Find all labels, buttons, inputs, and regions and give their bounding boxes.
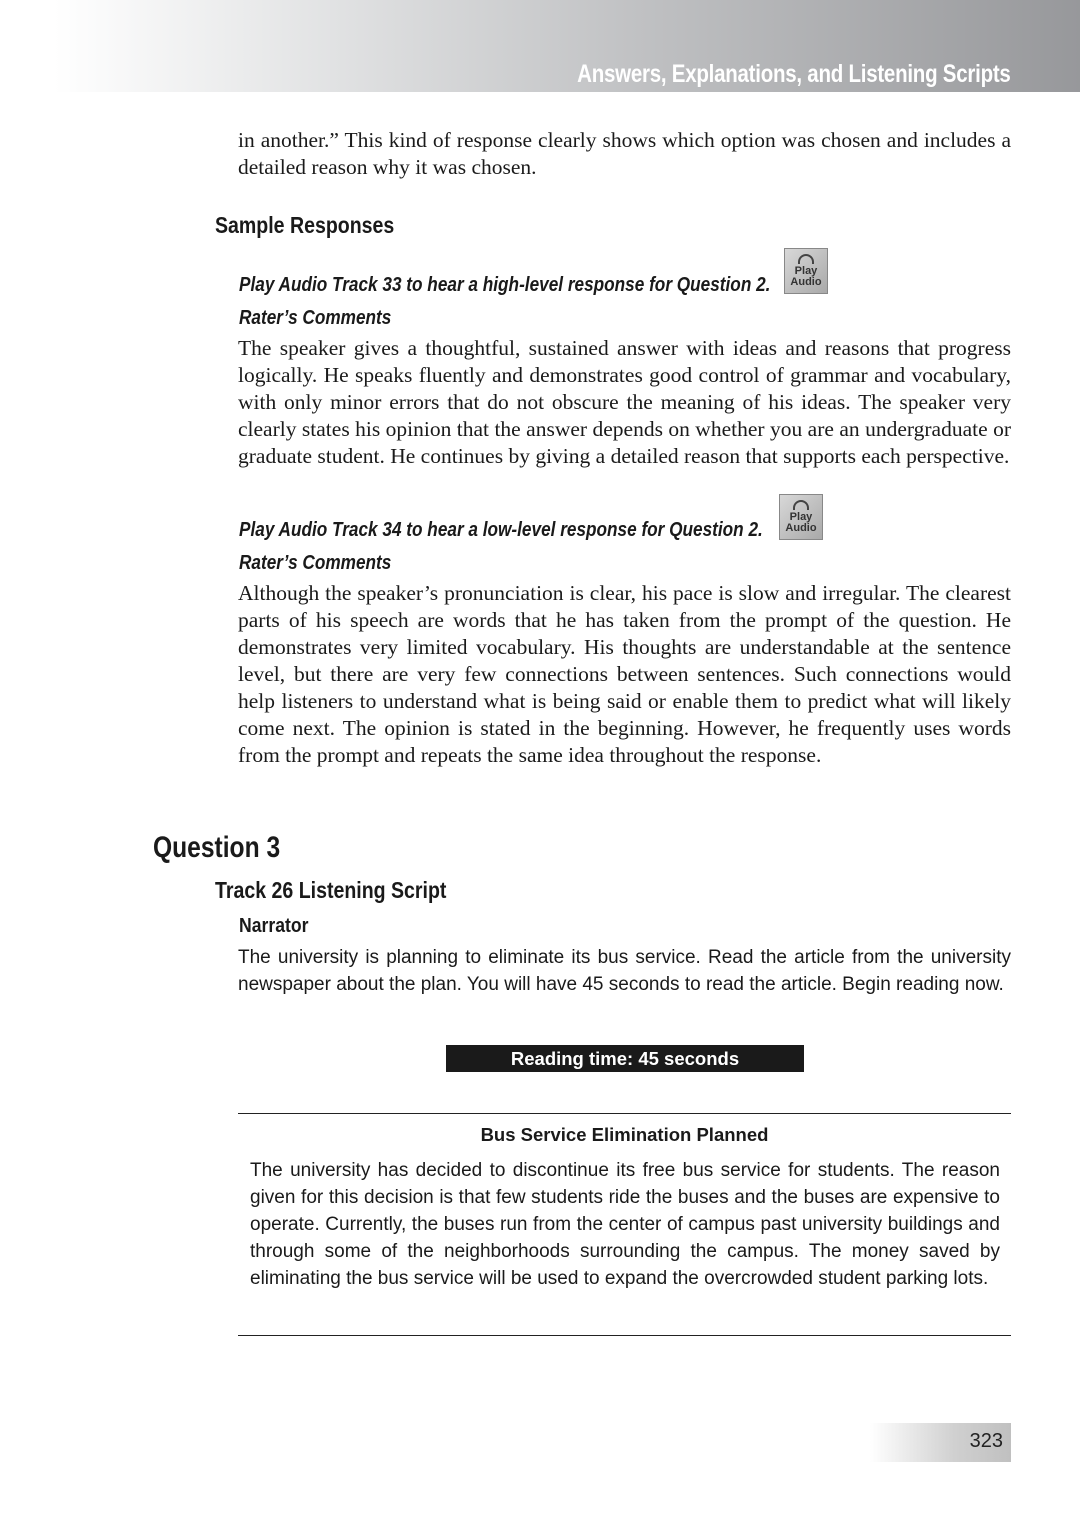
play-audio-icon[interactable]: Play Audio: [779, 494, 823, 540]
page-number-box: [870, 1423, 1011, 1462]
rater-comment-high: The speaker gives a thoughtful, sustained answer with ideas and reasons that progress logically. He speaks fluently and demonstrates good control of grammar and vocabulary, with only minor errors that do not obscure the meaning of his ideas. The speaker very clearly states his opinion that the answer depends on whether you are an undergraduate or graduate student. He continues by giving a detailed reason that supports each perspective.: [238, 336, 1011, 468]
rater-comment-low: Although the speaker’s pronunciation is clear, his pace is slow and irregular. The clearest parts of his speech are words that he has taken from the prompt of the question. He demonstrates very limited vocabulary. His thoughts are understandable at the sentence level, but there are very few connections between sentences. Such connections would help listeners to understand what is being said or enable them to predict what will likely come next. The opinion is stated in the beginning. However, he frequently uses words from the prompt and repeats the same idea throughout the response.: [238, 581, 1011, 767]
track-heading: Track 26 Listening Script: [215, 877, 447, 903]
article-text: The university has decided to discontinue its free bus service for students. The reason given for this decision is that few students ride the buses and the buses are expensive to operate. Currently, the buses run from the center of campus past university buildings and through some of the neighborhoods surrounding the campus. The money saved by eliminating the bus service will be used to expand the overcrowded student parking lots.: [250, 1160, 1000, 1289]
reading-time-bar: Reading time: 45 seconds: [446, 1045, 804, 1072]
narrator-label: Narrator: [239, 915, 309, 937]
play-instruction-33: Play Audio Track 33 to hear a high-level response for Question 2.: [239, 274, 771, 296]
divider: [238, 1335, 1011, 1336]
raters-comments-label: Rater’s Comments: [239, 307, 392, 329]
play-audio-icon[interactable]: Play Audio: [784, 248, 828, 294]
divider: [238, 1113, 1011, 1114]
narrator-text: The university is planning to eliminate its bus service. Read the article from the university newspaper about the plan. You will have 45 seconds to read the article. Begin reading now.: [238, 947, 1011, 995]
question-3-heading: Question 3: [153, 831, 281, 864]
article-title: Bus Service Elimination Planned: [480, 1124, 769, 1145]
page-number: 323: [969, 1430, 1003, 1452]
sample-responses-heading: Sample Responses: [215, 212, 395, 238]
raters-comments-label: Rater’s Comments: [239, 552, 392, 574]
header-title: Answers, Explanations, and Listening Scripts: [577, 60, 1011, 88]
intro-paragraph: in another.” This kind of response clearly shows which option was chosen and includes a detailed reason why it was chosen.: [238, 128, 1011, 179]
running-header: [0, 0, 1080, 92]
play-instruction-34: Play Audio Track 34 to hear a low-level response for Question 2.: [239, 519, 763, 541]
